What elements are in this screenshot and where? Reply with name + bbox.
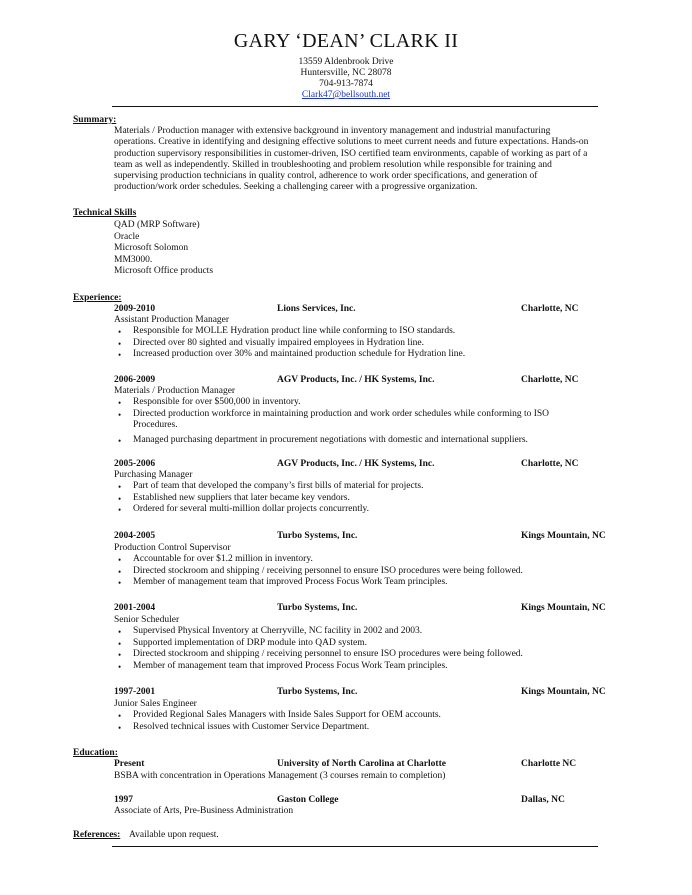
job-company: AGV Products, Inc. / HK Systems, Inc.: [277, 375, 435, 385]
phone-number: 704-913-7874: [319, 79, 373, 89]
job-bullet: Provided Regional Sales Managers with Inside Sales Support for OEM accounts.: [133, 710, 441, 720]
job-title: Assistant Production Manager: [114, 315, 230, 325]
bullet-icon: •: [118, 639, 122, 649]
job-bullet: Increased production over 30% and maintained production schedule for Hydration line.: [133, 349, 466, 359]
job-years: 2009-2010: [114, 304, 156, 314]
education-location: Dallas, NC: [521, 795, 565, 805]
job-bullet: Member of management team that improved Process Focus Work Team principles.: [133, 577, 448, 587]
bullet-icon: •: [118, 410, 122, 420]
job-bullet: Established new suppliers that later became key vendors.: [133, 493, 350, 503]
education-location: Charlotte NC: [521, 759, 577, 769]
job-location: Kings Mountain, NC: [521, 603, 606, 613]
bullet-icon: •: [118, 494, 122, 504]
job-bullet: Directed over 80 sighted and visually impaired employees in Hydration line.: [133, 338, 424, 348]
education-years: Present: [114, 759, 145, 769]
job-bullet: Directed stockroom and shipping / receiving personnel to ensure ISO procedures were being followed.: [133, 566, 523, 576]
job-bullet: Supported implementation of DRP module into QAD system.: [133, 638, 367, 648]
email-wrap: [0, 90, 692, 101]
bullet-icon: •: [118, 578, 122, 588]
bullet-icon: •: [118, 723, 122, 733]
summary-heading: Summary:: [73, 115, 117, 125]
job-bullet: Ordered for several multi-million dollar projects concurrently.: [133, 504, 370, 514]
job-location: Kings Mountain, NC: [521, 687, 606, 697]
job-bullet: Responsible for over $500,000 in inventory.: [133, 397, 301, 407]
education-detail: BSBA with concentration in Operations Management (3 courses remain to completion): [114, 771, 446, 781]
job-company: Lions Services, Inc.: [277, 304, 356, 314]
job-bullet: Directed stockroom and shipping / receiving personnel to ensure ISO procedures were being followed.: [133, 649, 523, 659]
job-company: Turbo Systems, Inc.: [277, 603, 358, 613]
job-years: 2001-2004: [114, 603, 156, 613]
city-address: Huntersville, NC 28078: [300, 68, 392, 78]
job-bullet: Responsible for MOLLE Hydration product line while conforming to ISO standards.: [133, 326, 456, 336]
bullet-icon: •: [118, 650, 122, 660]
experience-heading: Experience:: [73, 293, 122, 303]
bullet-icon: •: [118, 339, 122, 349]
bullet-icon: •: [118, 482, 122, 492]
job-company: Turbo Systems, Inc.: [277, 687, 358, 697]
job-bullet: Managed purchasing department in procurement negotiations with domestic and international suppliers.: [133, 435, 528, 445]
street-address: 13559 Aldenbrook Drive: [298, 57, 394, 67]
job-title: Materials / Production Manager: [114, 386, 236, 396]
bullet-icon: •: [118, 711, 122, 721]
job-title: Production Control Supervisor: [114, 543, 231, 553]
bullet-icon: •: [118, 398, 122, 408]
job-title: Purchasing Manager: [114, 470, 193, 480]
skill-item: QAD (MRP Software): [114, 220, 200, 230]
job-bullet: Resolved technical issues with Customer Service Department.: [133, 722, 370, 732]
job-years: 2005-2006: [114, 459, 156, 469]
email-link[interactable]: Clark47@bellsouth.net: [301, 90, 391, 100]
job-years: 2004-2005: [114, 531, 156, 541]
education-heading: Education:: [73, 748, 118, 758]
job-location: Charlotte, NC: [521, 375, 579, 385]
bullet-icon: •: [118, 350, 122, 360]
job-years: 1997-2001: [114, 687, 156, 697]
job-bullet: Member of management team that improved Process Focus Work Team principles.: [133, 661, 448, 671]
job-bullet: Directed production workforce in maintaining production and work order schedules while conforming to ISO Procedures.: [133, 409, 550, 431]
bullet-icon: •: [118, 627, 122, 637]
bullet-icon: •: [118, 555, 122, 565]
job-title: Junior Sales Engineer: [114, 699, 197, 709]
bullet-icon: •: [118, 436, 122, 446]
education-detail: Associate of Arts, Pre-Business Administration: [114, 806, 294, 816]
references-heading: References:: [73, 830, 121, 840]
job-title: Senior Scheduler: [114, 615, 180, 625]
job-bullet: Supervised Physical Inventory at Cherryville, NC facility in 2002 and 2003.: [133, 626, 423, 636]
job-years: 2006-2009: [114, 375, 156, 385]
job-location: Charlotte, NC: [521, 459, 579, 469]
skill-item: Microsoft Solomon: [114, 243, 189, 253]
education-school: University of North Carolina at Charlotte: [277, 759, 446, 769]
summary-text: Materials / Production manager with extensive background in inventory management and industrial manufacturing operations. Creative in identifying and designing effective solutions to meet current needs and future expectations. Hands-on production supervisory responsibilities in customer-driven, ISO certified team environments, capable of working as part of a team as well as independently. Skilled in troubleshooting and problem resolution while responsible for training and supervising production technicians in quality control, adherence to work order specifications, and generation of production/work order schedules. Seeking a challenging career with a progressive organization.: [114, 126, 589, 193]
education-years: 1997: [114, 795, 133, 805]
bullet-icon: •: [118, 505, 122, 515]
job-bullet: Part of team that developed the company’s first bills of material for projects.: [133, 481, 424, 491]
skill-item: MM3000.: [114, 255, 153, 265]
job-location: Charlotte, NC: [521, 304, 579, 314]
bullet-icon: •: [118, 567, 122, 577]
skill-item: Oracle: [114, 232, 140, 242]
candidate-name: GARY ‘DEAN’ CLARK II: [233, 30, 459, 52]
bullet-icon: •: [118, 662, 122, 672]
references-text: Available upon request.: [129, 830, 219, 840]
job-location: Kings Mountain, NC: [521, 531, 606, 541]
bullet-icon: •: [118, 327, 122, 337]
header-divider: [112, 106, 598, 107]
job-company: AGV Products, Inc. / HK Systems, Inc.: [277, 459, 435, 469]
footer-divider: [112, 846, 598, 847]
education-school: Gaston College: [277, 795, 339, 805]
skill-item: Microsoft Office products: [114, 266, 214, 276]
skills-heading: Technical Skills: [73, 208, 137, 218]
job-company: Turbo Systems, Inc.: [277, 531, 358, 541]
job-bullet: Accountable for over $1.2 million in inventory.: [133, 554, 313, 564]
